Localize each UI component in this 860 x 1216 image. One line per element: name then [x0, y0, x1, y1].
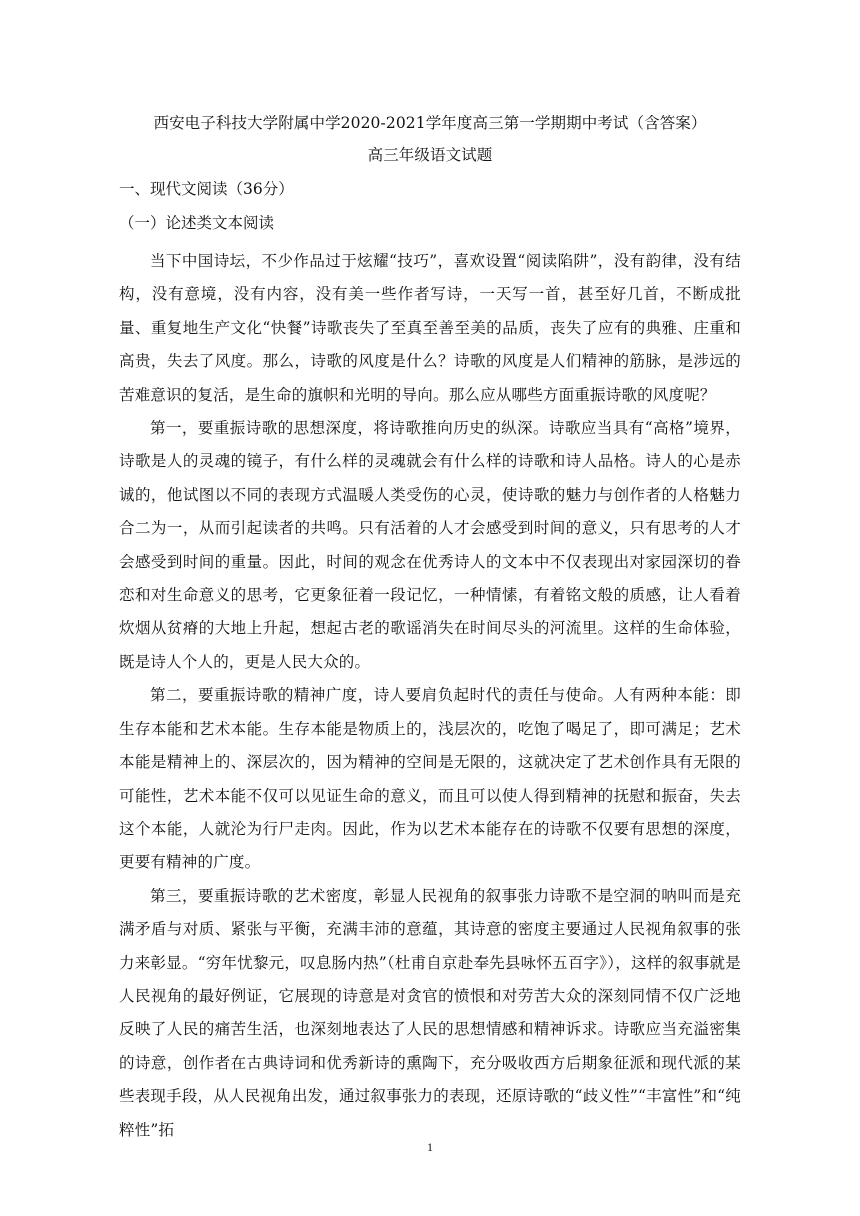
document-subtitle: 高三年级语文试题 — [367, 146, 493, 164]
paragraph-intro: 当下中国诗坛，不少作品过于炫耀“技巧”，喜欢设置“阅读陷阱”，没有韵律，没有结构，没有意境，没有内容，没有美一些作者写诗，一天写一首，甚至好几首，不断成批量、重复地生产文化“快餐”诗歌丧失了至真至善至美的品质，丧失了应有的典雅、庄重和高贵，失去了风度。那么，诗歌的风度是什么？诗歌的风度是人们精神的筋脉，是涉远的苦难意识的复活，是生命的旗帜和光明的导向。那么应从哪些方面重振诗歌的风度呢？ — [119, 252, 741, 404]
article-body — [119, 245, 741, 1147]
paragraph-second-point: 第二，要重振诗歌的精神广度，诗人要肩负起时代的责任与使命。人有两种本能：即生存本能和艺术本能。生存本能是物质上的，浅层次的，吃饱了喝足了，即可满足；艺术本能是精神上的、深层次的，因为精神的空间是无限的，这就决定了艺术创作具有无限的可能性，艺术本能不仅可以见证生命的意义，而且可以使人得到精神的抚慰和振奋，失去这个本能，人就沦为行尸走肉。因此，作为以艺术本能存在的诗歌不仅要有思想的深度，更要有精神的广度。 — [119, 686, 741, 872]
document-title: 西安电子科技大学附属中学2020-2021学年度高三第一学期期中考试（含答案） — [153, 114, 707, 132]
section-heading: 一、现代文阅读（36分） — [119, 180, 294, 198]
page-number: 1 — [427, 1140, 433, 1154]
paragraph-first-point: 第一，要重振诗歌的思想深度，将诗歌推向历史的纵深。诗歌应当具有“高格”境界，诗歌是人的灵魂的镜子，有什么样的灵魂就会有什么样的诗歌和诗人品格。诗人的心是赤诚的，他试图以不同的表现方式温暖人类受伤的心灵，使诗歌的魅力与创作者的人格魅力合二为一，从而引起读者的共鸣。只有活着的人才会感受到时间的意义，只有思考的人才会感受到时间的重量。因此，时间的观念在优秀诗人的文本中不仅表现出对家园深切的眷恋和对生命意义的思考，它更象征着一段记忆，一种情愫，有着铭文般的质感，让人看着炊烟从贫瘠的大地上升起，想起古老的歌谣消失在时间尽头的河流里。这样的生命体验，既是诗人个人的，更是人民大众的。 — [119, 419, 741, 671]
paragraph-third-point: 第三，要重振诗歌的艺术密度，彰显人民视角的叙事张力诗歌不是空洞的呐叫而是充满矛盾与对质、紧张与平衡，充满丰沛的意蕴，其诗意的密度主要通过人民视角叙事的张力来彰显。“穷年忧黎元，叹息肠内热”（杜甫自京赴奉先县咏怀五百字》），这样的叙事就是人民视角的最好例证，它展现的诗意是对贪官的愤恨和对劳苦大众的深刻同情不仅广泛地反映了人民的痛苦生活，也深刻地表达了人民的思想情感和精神诉求。诗歌应当充溢密集的诗意，创作者在古典诗词和优秀新诗的熏陶下，充分吸收西方后期象征派和现代派的某些表现手段，从人民视角出发，通过叙事张力的表现，还原诗歌的“歧义性”“丰富性”和“纯粹性”拓 — [119, 886, 741, 1139]
subsection-heading: （一）论述类文本阅读 — [119, 214, 275, 232]
